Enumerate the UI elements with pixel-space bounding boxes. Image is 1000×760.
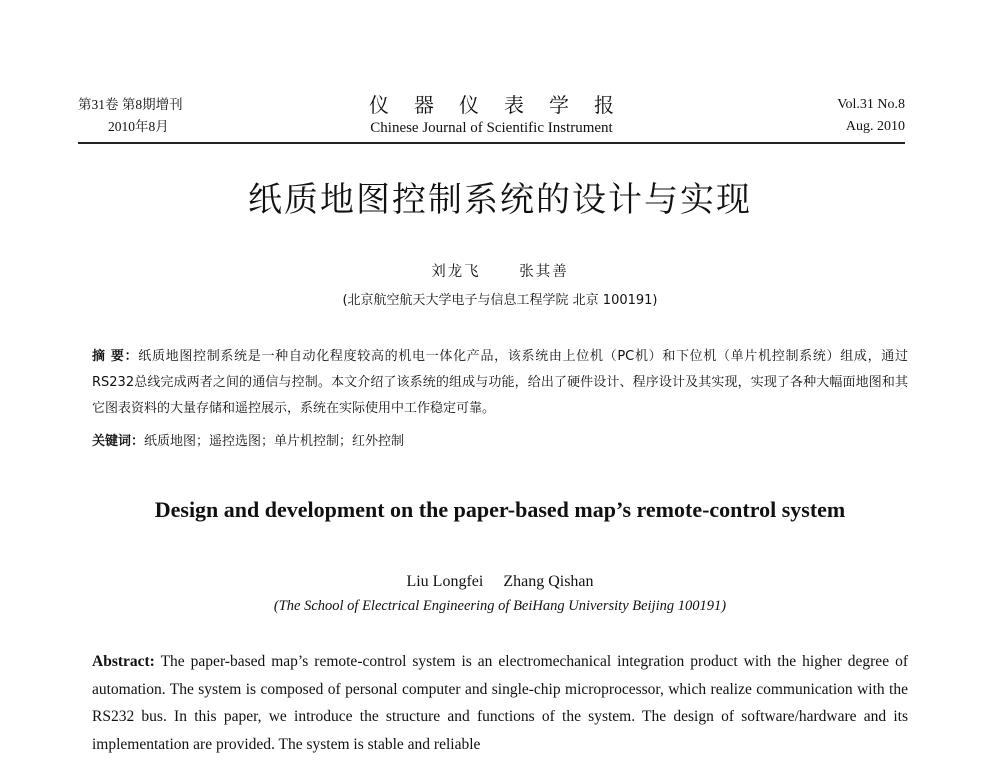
abstract-en-text: The paper-based map’s remote-control system is an electromechanical integration product with the higher degree of automation. The system is composed of personal computer and single-chip microprocessor, which realize communication with the RS232 bus. In this paper, we introduce the structure and functions of the system. The design of software/hardware and its implementation are provided. The system is stable and reliable	[92, 653, 908, 753]
paper-title-en: Design and development on the paper-based map’s remote-control system	[154, 497, 846, 522]
authors-cn	[0, 260, 1000, 281]
author-cn-2: 张其善	[519, 264, 569, 280]
author-en-2: Zhang Qishan	[503, 573, 594, 590]
date-en: Aug. 2010	[845, 119, 905, 134]
abstract-cn-text: 纸质地图控制系统是一种自动化程度较高的机电一体化产品，该系统由上位机（PC机）和下位机（单片机控制系统）组成，通过RS232总线完成两者之间的通信与控制。本文介绍了该系统的组成与功能，给出了硬件设计、程序设计及其实现，实现了各种大幅面地图和其它图表资料的大量存储和遥控展示，系统在实际使用中工作稳定可靠。	[92, 349, 908, 416]
journal-name-en: Chinese Journal of Scientific Instrument	[370, 120, 613, 136]
abstract-cn-label: 摘 要：	[92, 349, 139, 364]
author-en-1: Liu Longfei	[406, 573, 484, 590]
keywords-cn	[92, 430, 908, 454]
abstract-en	[92, 648, 908, 758]
header-right	[837, 94, 905, 138]
keywords-cn-label: 关键词：	[92, 434, 145, 449]
abstract-en-label: Abstract:	[92, 653, 155, 670]
keywords-cn-text: 纸质地图；遥控选图；单片机控制；红外控制	[144, 434, 405, 449]
volume-issue: 第31卷 第8期增刊	[78, 97, 183, 112]
header-rule	[78, 142, 905, 144]
header-center	[78, 94, 905, 139]
paper-title-cn: 纸质地图控制系统的设计与实现	[248, 180, 752, 220]
date-cn: 2010年8月	[108, 119, 169, 134]
affiliation-en: (The School of Electrical Engineering of BeiHang University Beijing 100191)	[273, 598, 727, 614]
journal-name-cn: 仪器仪表学报	[369, 93, 639, 117]
author-cn-1: 刘龙飞	[431, 264, 481, 280]
affiliation-cn: (北京航空航天大学电子与信息工程学院 北京 100191)	[342, 293, 658, 308]
abstract-cn	[92, 344, 908, 422]
volume-en: Vol.31 No.8	[837, 97, 905, 112]
journal-header	[78, 94, 905, 140]
authors-en	[0, 573, 1000, 591]
